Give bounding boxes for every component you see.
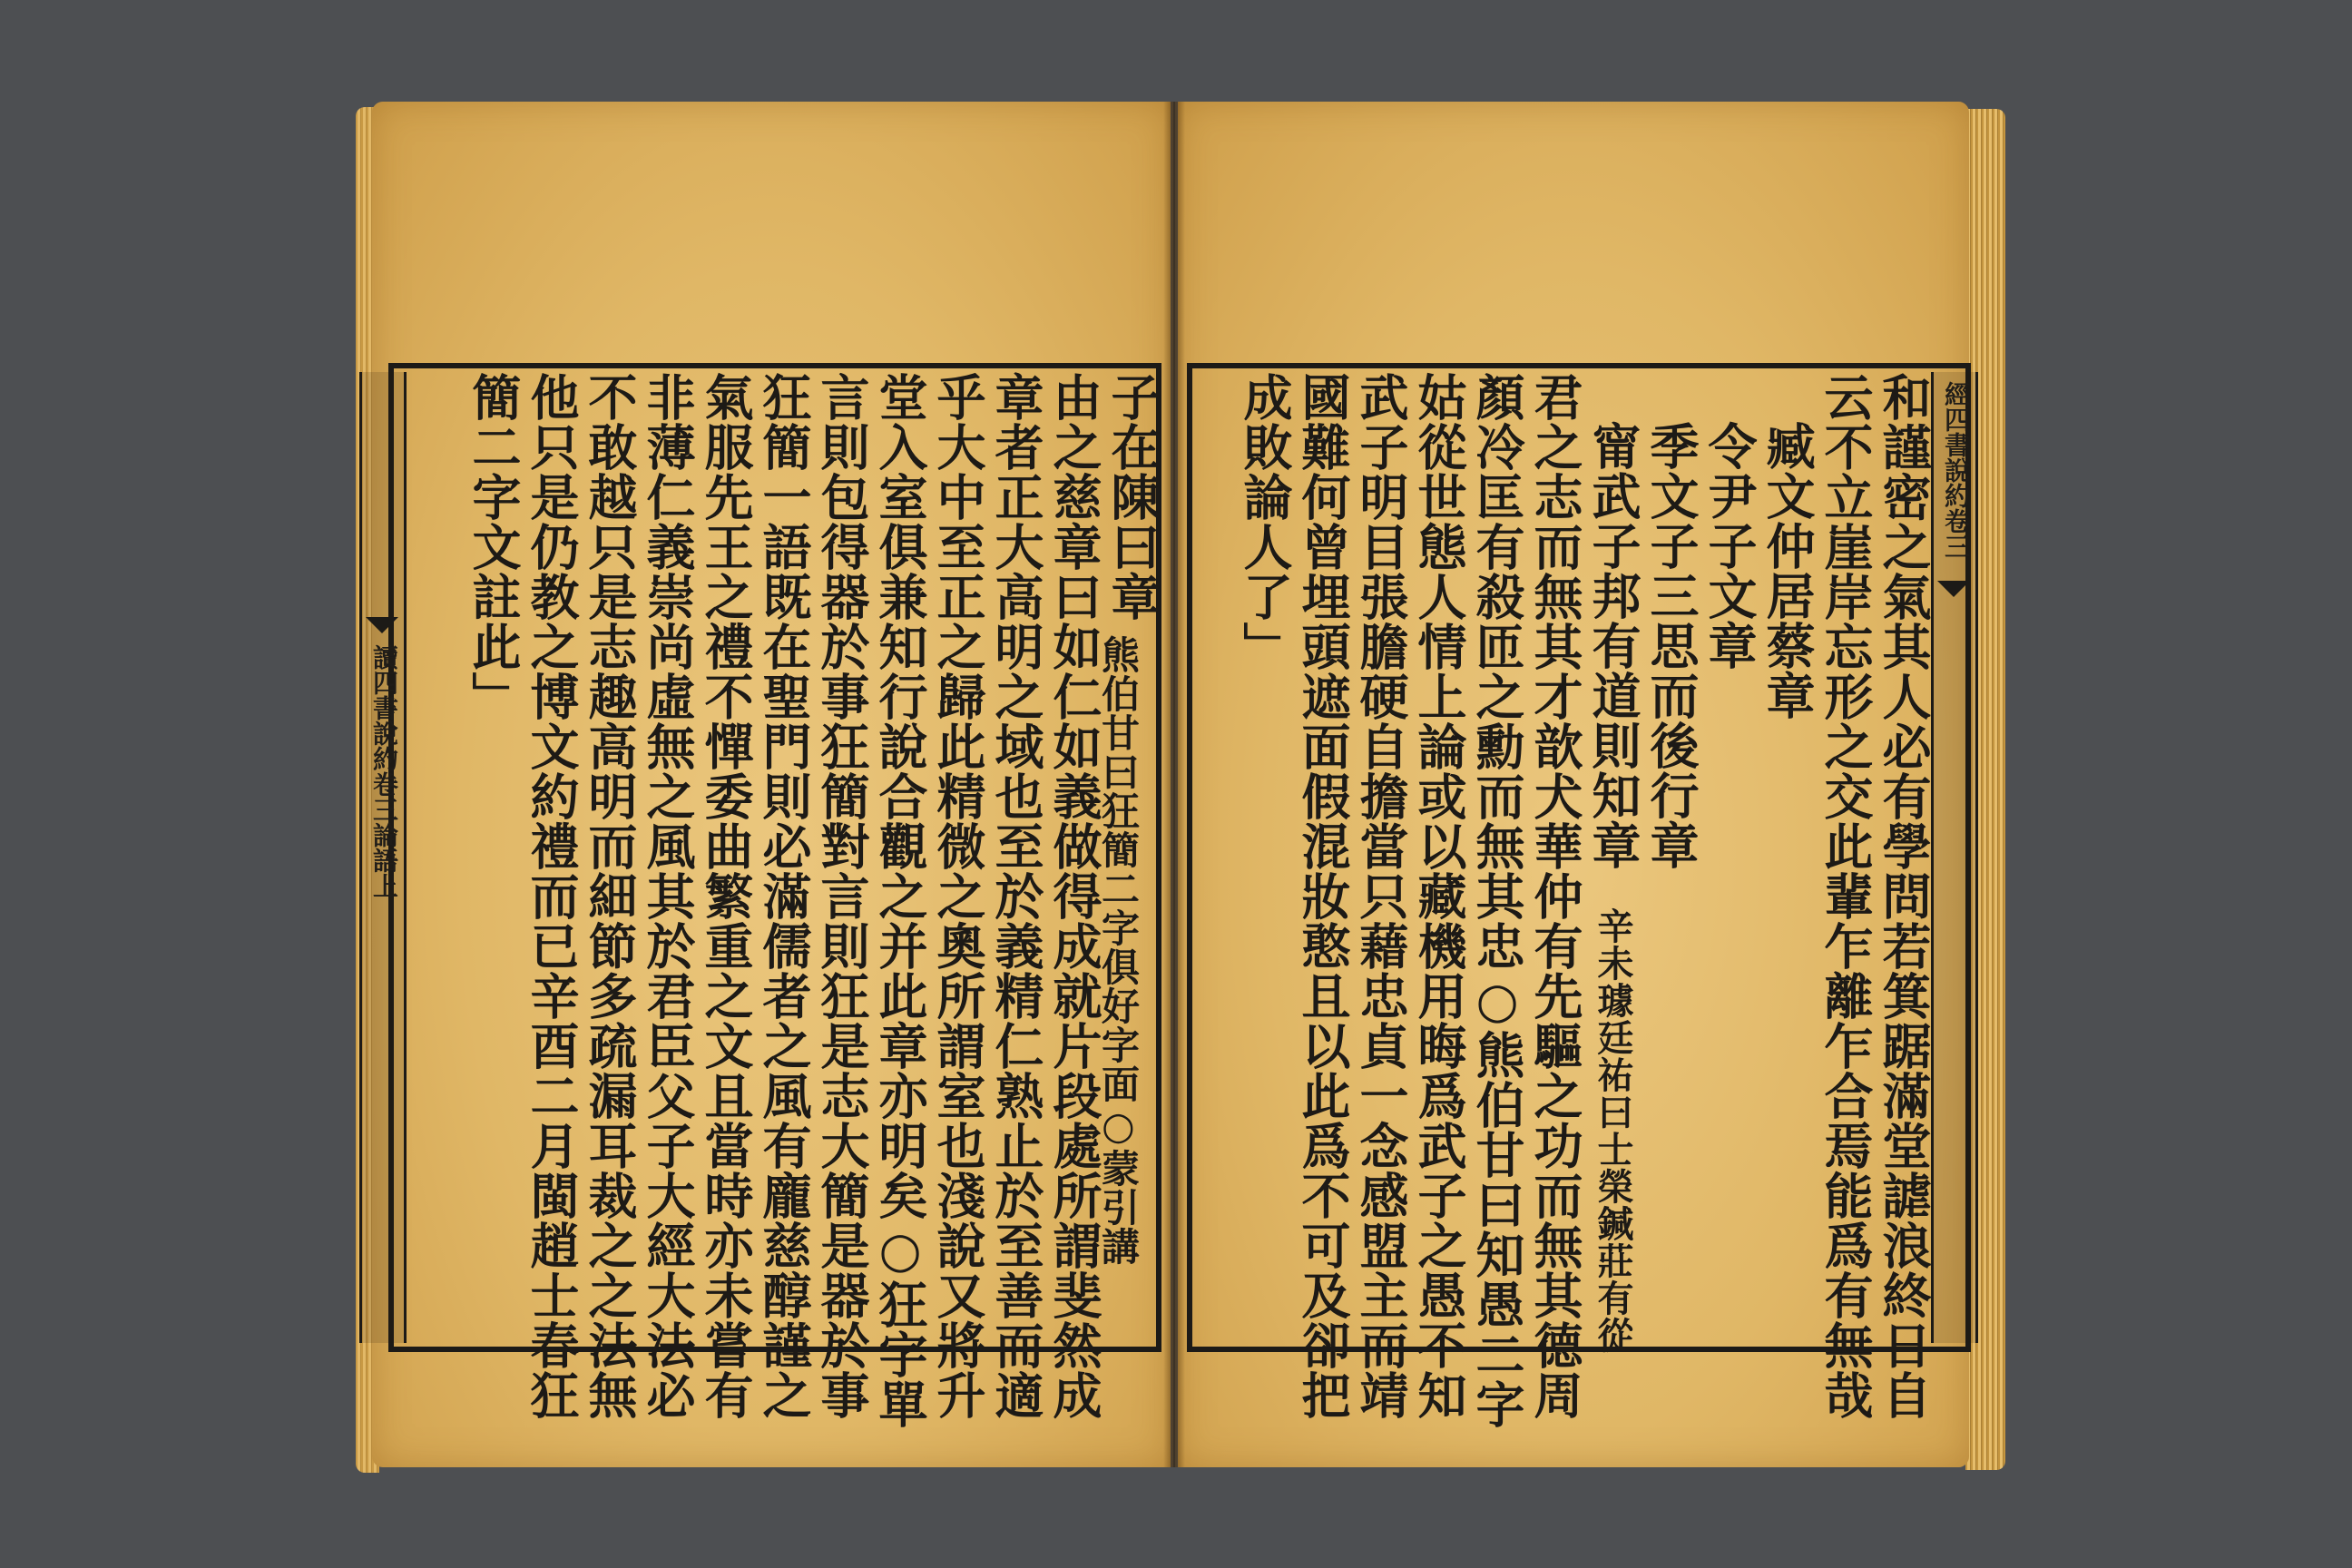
chapter-heading: 子在陳曰章 <box>1103 372 1161 622</box>
text-column: 章者正大高明之域也至於義精仁熟止於至善而適 <box>987 372 1045 1420</box>
text-column: 由之慈章曰如仁如義做得成就片段處所謂斐然成 <box>1045 372 1103 1420</box>
right-page-note <box>1579 907 1634 1354</box>
text-column: 武子明目張膽硬自擔當只藉忠貞一念感盟主而靖 <box>1352 372 1410 1420</box>
chapter-heading: 令尹子文章 <box>1700 421 1759 671</box>
left-center-column <box>359 372 407 1343</box>
text-column: 氣服先王之禮不憚委曲繁重之文且當時亦未嘗有 <box>697 372 755 1420</box>
text-column: 堂入室俱兼知行說合觀之并此章亦明矣○狂字單 <box>871 372 929 1429</box>
text-column: 言則包得器於事狂簡對言則狂是志大簡是器於事 <box>813 372 871 1420</box>
text-column: 非薄仁義崇尚虛無之風其於君臣父子大經大法必 <box>639 372 697 1420</box>
text-column: 狂簡一語既在聖門則必滿儒者之風有龐慈醇謹之 <box>755 372 813 1420</box>
text-column: 他只是仍教之博文約禮而已辛酉二月閩趙士春狂 <box>523 372 581 1420</box>
text-column: 姑從世態人情上論或以藏機用晦爲武子之愚不知 <box>1410 372 1468 1420</box>
chapter-heading: 臧文仲居蔡章 <box>1759 421 1817 720</box>
fishtail-mark <box>366 617 398 633</box>
left-page-text <box>417 372 1161 1429</box>
center-column-title-fragment: 經四書說約卷三 <box>1941 381 1971 559</box>
annotation-column: 辛未璩廷祐曰士榮鍼莊有從 <box>1592 907 1634 1354</box>
text-column: 成敗論人了」 <box>1236 372 1294 671</box>
text-column: 簡二字文註此」 <box>465 372 523 721</box>
text-column: 云不立崖岸忘形之交此輩乍離乍合焉能爲有無哉 <box>1817 372 1875 1420</box>
text-column: 和謹密之氣其人必有學問若箕踞滿堂謔浪終日自 <box>1875 372 1933 1420</box>
text-column: 顏冷匡有殺匝之勳而無其忠○熊伯甘曰知愚二字 <box>1468 372 1526 1429</box>
left-page-note <box>1085 635 1140 1325</box>
text-column: 國難何曾埋頭遮面假混妝憨且以此爲不可及卻把 <box>1294 372 1352 1420</box>
center-column-title: 讀四書說約卷三論語上 <box>369 644 399 898</box>
right-page-text <box>1207 372 1933 1429</box>
right-center-column <box>1931 372 1978 1343</box>
text-column: 乎大中至正之歸此精微之奧所謂室也淺說又將升 <box>929 372 987 1420</box>
book-gutter <box>1163 102 1185 1467</box>
chapter-heading: 季文子三思而後行章 <box>1642 421 1700 870</box>
fishtail-mark <box>1937 581 1970 597</box>
annotation-column: 熊伯甘曰狂簡二字俱好字面○蒙引講 <box>1096 635 1141 1266</box>
text-column: 不敢越只是志趣高明而細節多疏漏耳裁之之法無 <box>581 372 639 1420</box>
text-column: 君之志而無其才歆犬華仲有先驅之功而無其德周 <box>1526 372 1584 1420</box>
chapter-heading: 甯武子邦有道則知章 <box>1584 421 1642 870</box>
